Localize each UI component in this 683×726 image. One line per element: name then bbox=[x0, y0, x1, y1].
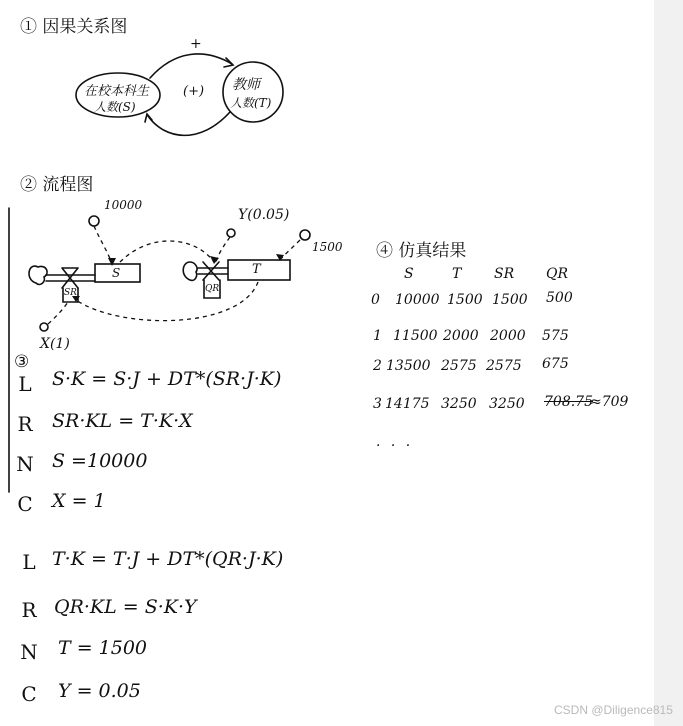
valve-sr bbox=[62, 268, 78, 288]
results-cell-sr: 3250 bbox=[489, 396, 525, 412]
stock-t-label: T bbox=[252, 262, 261, 277]
equation-code: C bbox=[21, 682, 37, 706]
section-title-flow: ② 流程图 bbox=[20, 175, 94, 195]
results-header-qr: QR bbox=[546, 266, 569, 282]
results-step: 1 bbox=[373, 328, 382, 344]
results-cell-qr: 500 bbox=[546, 290, 573, 306]
equation-text: T = 1500 bbox=[58, 637, 148, 659]
rate-sr-label: SR bbox=[64, 288, 77, 298]
results-header-sr: SR bbox=[494, 266, 515, 282]
info-link-initial-t bbox=[280, 240, 300, 260]
equation-code: R bbox=[17, 412, 33, 436]
results-header-t: T bbox=[452, 266, 462, 282]
equation-code: L bbox=[22, 550, 36, 574]
equation-code: R bbox=[21, 598, 37, 622]
equation-text: T·K = T·J + DT*(QR·J·K) bbox=[52, 548, 284, 570]
results-cell-t: 2575 bbox=[441, 358, 477, 374]
node-teachers-line1: 教师 bbox=[232, 77, 260, 93]
section-title-results: ④ 仿真结果 bbox=[376, 241, 467, 261]
equation-text: SR·KL = T·K·X bbox=[52, 410, 193, 432]
node-students-line2: 人数(S) bbox=[94, 100, 136, 114]
const-y-circle bbox=[227, 229, 235, 237]
results-cell-t: 2000 bbox=[443, 328, 479, 344]
section-title-causal: ① 因果关系图 bbox=[20, 17, 128, 37]
valve-qr bbox=[203, 262, 219, 280]
results-header-s: S bbox=[404, 266, 414, 282]
cloud-source-t bbox=[183, 262, 197, 280]
const-y-label: Y(0.05) bbox=[238, 207, 290, 223]
info-link-x-to-sr bbox=[48, 302, 68, 324]
causal-link-polarity: + bbox=[190, 36, 202, 52]
section-mark-equations: ③ bbox=[14, 352, 30, 372]
node-teachers-line2: 人数(T) bbox=[230, 96, 272, 110]
causal-arc-bottom bbox=[148, 112, 230, 135]
results-step: 2 bbox=[373, 358, 382, 374]
stock-s-label: S bbox=[112, 266, 121, 280]
results-cell-t: 3250 bbox=[441, 396, 477, 412]
causal-loop-polarity: (+) bbox=[183, 84, 205, 99]
equation-code: C bbox=[17, 492, 33, 516]
results-cell-s: 10000 bbox=[395, 292, 440, 308]
const-initial-t-circle bbox=[300, 230, 310, 240]
causal-arc-top bbox=[150, 54, 232, 78]
results-step: 3 bbox=[373, 396, 382, 412]
results-cell-t: 1500 bbox=[447, 292, 483, 308]
info-link-t-to-sr bbox=[76, 282, 258, 321]
results-cell-qr-struck: 708.75 bbox=[544, 394, 593, 410]
results-step: 0 bbox=[371, 292, 380, 308]
results-cell-s: 14175 bbox=[385, 396, 430, 412]
equation-text: X = 1 bbox=[52, 490, 106, 512]
results-cell-sr: 2575 bbox=[486, 358, 522, 374]
equation-code: L bbox=[18, 372, 32, 396]
const-initial-t-label: 1500 bbox=[312, 240, 343, 254]
results-cell-s: 13500 bbox=[386, 358, 431, 374]
results-cell-qr: 675 bbox=[542, 356, 569, 372]
const-initial-s-circle bbox=[89, 216, 99, 226]
const-initial-s-label: 10000 bbox=[104, 198, 143, 212]
equation-text: S =10000 bbox=[52, 450, 148, 472]
node-students-line1: 在校本科生 bbox=[84, 84, 150, 99]
results-cell-qr: 575 bbox=[542, 328, 569, 344]
results-cell-s: 11500 bbox=[393, 328, 438, 344]
equation-code: N bbox=[16, 452, 34, 476]
info-link-s-to-qr bbox=[120, 241, 214, 262]
const-x-circle bbox=[40, 323, 48, 331]
rate-qr-label: QR bbox=[205, 284, 220, 294]
results-ellipsis: · · · bbox=[376, 438, 414, 454]
equation-text: Y = 0.05 bbox=[58, 680, 141, 702]
watermark: CSDN @Diligence815 bbox=[554, 703, 673, 717]
results-cell-sr: 2000 bbox=[490, 328, 526, 344]
equation-text: S·K = S·J + DT*(SR·J·K) bbox=[52, 368, 282, 390]
const-x-label: X(1) bbox=[40, 336, 70, 352]
equation-code: N bbox=[20, 640, 38, 664]
cloud-source-s bbox=[29, 266, 47, 284]
results-cell-sr: 1500 bbox=[492, 292, 528, 308]
results-cell-qr: ≈709 bbox=[590, 394, 629, 410]
equation-text: QR·KL = S·K·Y bbox=[54, 596, 197, 618]
